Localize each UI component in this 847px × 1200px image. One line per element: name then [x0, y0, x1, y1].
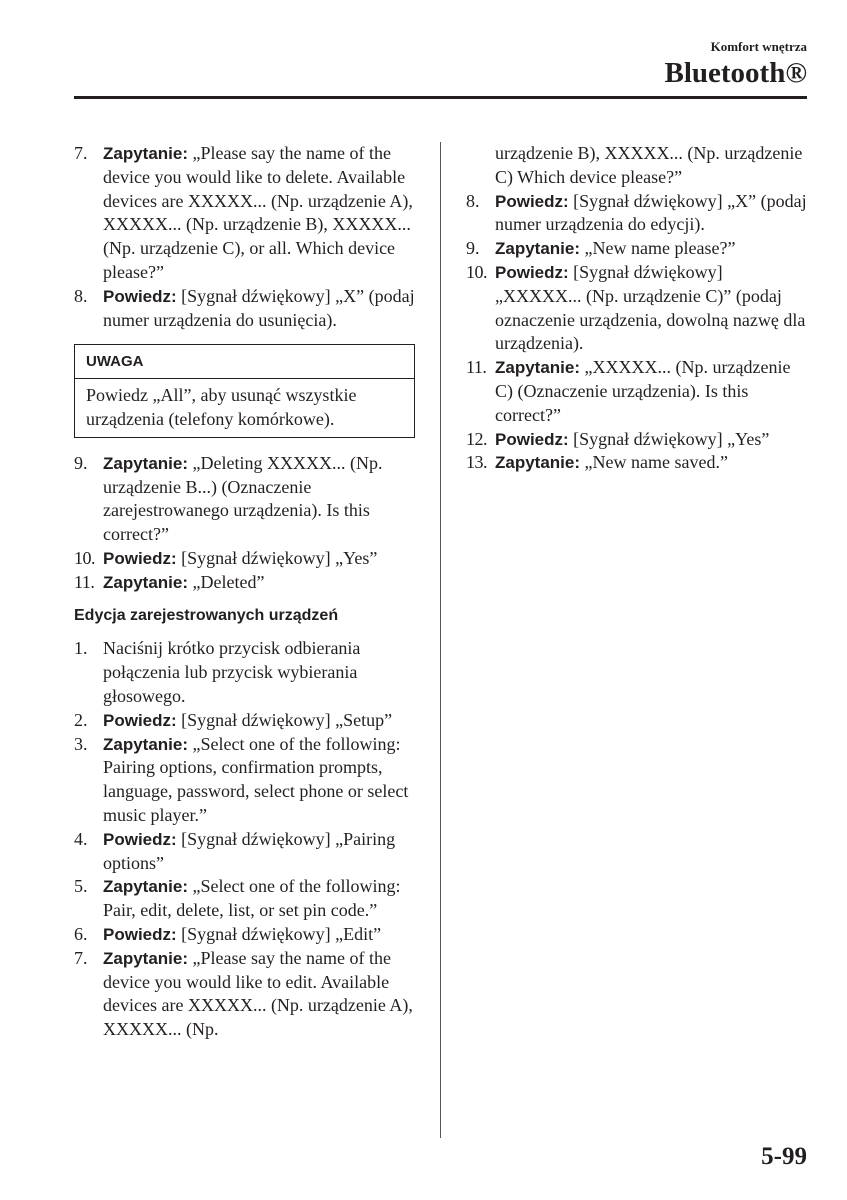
list-item-text: [Sygnał dźwiękowy] „XXXXX... (Np. urządzenie C)” (podaj oznaczenie urządzenia, dowolną nazwę dla urządzenia).	[495, 261, 806, 354]
list-item-number: 1.	[74, 638, 88, 659]
column-divider	[440, 142, 441, 1138]
page-title: Bluetooth®	[664, 57, 807, 89]
list-group-edit	[74, 637, 419, 1042]
right-column	[466, 142, 811, 475]
note-title: UWAGA	[75, 345, 414, 379]
list-item	[74, 828, 419, 876]
list-item-number: 10.	[74, 547, 95, 568]
list-item-label: Zapytanie:	[103, 144, 189, 163]
list-item-number: 4.	[74, 828, 88, 849]
list-item-label: Powiedz:	[103, 286, 177, 306]
list-item	[466, 261, 811, 356]
list-item-label: Powiedz:	[495, 429, 569, 449]
list-item-label: Zapytanie:	[103, 948, 189, 968]
list-item-text: Naciśnij krótko przycisk odbierania połączenia lub przycisk wybierania głosowego.	[103, 638, 361, 706]
list-item-number: 8.	[74, 285, 88, 306]
list-item-text: „Select one of the following: Pairing options, confirmation prompts, language, password, select phone or select music player.”	[103, 733, 409, 825]
list-item	[74, 285, 419, 333]
list-item-text: [Sygnał dźwiękowy] „X” (podaj numer urządzenia do usunięcia).	[103, 285, 415, 330]
list-item-number: 5.	[74, 876, 88, 897]
list-item-number: 9.	[74, 452, 88, 473]
list-item-label: Zapytanie:	[495, 453, 581, 473]
list-item	[466, 428, 811, 452]
list-item	[74, 875, 419, 923]
list-item-label: Zapytanie:	[495, 358, 581, 378]
list-item-number: 11.	[74, 571, 95, 592]
list-group-delete-confirm	[74, 452, 419, 595]
list-item-text: [Sygnał dźwiękowy] „X” (podaj numer urządzenia do edycji).	[495, 190, 807, 235]
list-item-text: „Deleting XXXXX... (Np. urządzenie B...) (Oznaczenie zarejestrowanego urządzenia). Is this correct?”	[103, 452, 383, 545]
list-item	[74, 142, 419, 285]
list-item-text: [Sygnał dźwiękowy] „Yes”	[568, 428, 770, 449]
list-group-edit-continued	[466, 190, 811, 476]
list-item-number: 13.	[466, 452, 487, 473]
list-item	[466, 356, 811, 427]
list-item	[74, 452, 419, 547]
list-item-text: „XXXXX... (Np. urządzenie C) (Oznaczenie urządzenia). Is this correct?”	[495, 357, 791, 425]
list-item	[74, 947, 419, 1042]
list-item-label: Powiedz:	[103, 924, 177, 944]
list-item-label: Powiedz:	[103, 710, 177, 730]
note-body: Powiedz „All”, aby usunąć wszystkie urządzenia (telefony komórkowe).	[86, 385, 357, 429]
list-item-text: „Select one of the following: Pair, edit, delete, list, or set pin code.”	[103, 876, 401, 921]
list-item-text: [Sygnał dźwiękowy] „Yes”	[176, 547, 378, 568]
list-item-text: „Deleted”	[188, 571, 265, 592]
list-item-label: Powiedz:	[495, 191, 569, 211]
list-item-number: 8.	[466, 190, 480, 211]
list-item-text: „New name please?”	[580, 238, 736, 259]
list-item-text: [Sygnał dźwiękowy] „Setup”	[176, 709, 393, 730]
list-item	[74, 571, 419, 595]
list-item	[466, 190, 811, 238]
list-item	[466, 237, 811, 261]
list-item-number: 7.	[74, 143, 88, 163]
list-item-text: „Please say the name of the device you would like to edit. Available devices are XXXXX... (Np. urządzenie A), XXXXX... (Np.	[103, 947, 413, 1040]
list-item	[74, 709, 419, 733]
list-item	[74, 547, 419, 571]
list-item-label: Powiedz:	[495, 262, 569, 282]
list-item	[74, 733, 419, 828]
header-rule	[74, 96, 807, 99]
list-item	[74, 923, 419, 947]
section-label: Komfort wnętrza	[710, 39, 807, 54]
list-item-label: Zapytanie:	[103, 734, 189, 754]
list-item-number: 7.	[74, 947, 88, 968]
list-item-label: Powiedz:	[103, 829, 177, 849]
list-item-number: 12.	[466, 428, 487, 449]
list-item-continuation: urządzenie B), XXXXX... (Np. urządzenie C) Which device please?”	[495, 143, 803, 187]
list-item-label: Zapytanie:	[495, 239, 581, 259]
list-item-text: [Sygnał dźwiękowy] „Pairing options”	[103, 828, 396, 873]
list-item	[466, 451, 811, 475]
subheading: Edycja zarejestrowanych urządzeń	[74, 606, 339, 624]
list-group-delete	[74, 142, 419, 332]
page-number: 5-99	[761, 1143, 807, 1170]
note-box	[74, 344, 415, 437]
list-item-label: Powiedz:	[103, 548, 177, 568]
list-item-label: Zapytanie:	[103, 453, 189, 473]
list-item-number: 10.	[466, 261, 487, 282]
list-item-number: 6.	[74, 923, 88, 944]
list-item-number: 9.	[466, 238, 480, 259]
list-item-text: [Sygnał dźwiękowy] „Edit”	[176, 923, 382, 944]
list-item-number: 2.	[74, 709, 88, 730]
list-item	[74, 637, 419, 708]
left-column	[74, 142, 419, 1042]
list-item-label: Zapytanie:	[103, 572, 189, 592]
list-item-text: „Please say the name of the device you would like to delete. Available devices are XXXXX... (Np. urządzenie A), XXXXX... (Np. urządzenie B), XXXXX... (Np. urządzenie C), or all. Which device please?”	[103, 143, 413, 282]
list-item-label: Zapytanie:	[103, 877, 189, 897]
list-item-number: 3.	[74, 733, 88, 754]
list-item-text: „New name saved.”	[580, 452, 728, 473]
list-item-number: 11.	[466, 357, 487, 378]
